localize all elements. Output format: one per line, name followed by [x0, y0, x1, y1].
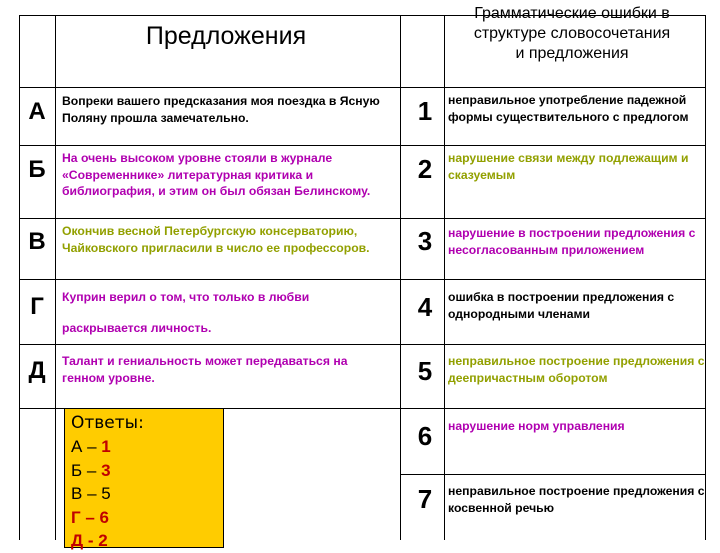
header-errors-line1: Грамматические ошибки в [474, 5, 670, 22]
answer-value-a: 1 [101, 437, 111, 456]
error-text-7: неправильное построение предложения с косвенной речью [448, 484, 705, 515]
error-number-5: 5 [417, 356, 433, 386]
answers-title: Ответы: [71, 413, 144, 433]
answer-row-a [71, 435, 223, 459]
answer-value-b: 3 [101, 460, 111, 480]
answer-value-e: 2 [98, 531, 108, 550]
header-sentences: Предложения [145, 22, 307, 50]
error-number-3: 3 [417, 226, 433, 256]
grid-line-header-bottom [19, 87, 705, 88]
answer-sep-c: – [82, 484, 102, 503]
error-text-5: неправильное построение предложения с деепричастным оборотом [448, 354, 705, 385]
row-letter-c: В [28, 228, 46, 255]
sentence-c: Окончив весной Петербургскую консерваторию, Чайковского пригласили в число ее профессоров. [62, 224, 370, 255]
answer-row-b [71, 459, 223, 483]
error-text-1: неправильное употребление падежной формы существительного с предлогом [448, 93, 689, 124]
answer-sep-b: – [82, 460, 102, 480]
answer-row-c [71, 482, 223, 506]
row-letter-a: А [28, 98, 46, 125]
error-number-6: 6 [417, 421, 433, 451]
error-text-3: нарушение в построении предложения с несогласованным приложением [448, 226, 696, 257]
row-letter-d: Г [30, 293, 44, 320]
grid-line-row-6 [400, 474, 705, 475]
answer-value-d: 6 [99, 507, 110, 527]
row-letter-b: Б [28, 156, 46, 183]
grid-line-number-col [444, 15, 445, 540]
answer-sep-e: - [83, 531, 99, 550]
grid-line-left [19, 15, 20, 540]
answer-row-e [71, 529, 223, 553]
answer-letter-b: Б [71, 460, 83, 480]
answer-sep-a: – [82, 437, 102, 456]
sentence-b: На очень высоком уровне стояли в журнале «Современнике» литературная критика и библиография, и этим он был обязан Белинскому. [62, 151, 371, 198]
sentence-d-part1: Куприн верил о том, что только в любви [62, 290, 310, 304]
error-number-4: 4 [417, 292, 433, 322]
answer-row-d [71, 506, 223, 530]
grid-line-row-d [19, 344, 705, 345]
sentence-e: Талант и гениальность может передаваться на генном уровне. [62, 354, 348, 385]
answer-letter-e: Д [71, 531, 84, 550]
header-errors [440, 4, 704, 64]
sentence-a: Вопреки вашего предсказания моя поездка в Ясную Поляну прошла замечательно. [62, 94, 380, 125]
answer-letter-d: Г [71, 507, 81, 527]
grid-line-row-c [19, 279, 705, 280]
row-letter-e: Д [28, 357, 46, 384]
header-errors-line2: структуре словосочетания [473, 25, 671, 42]
error-number-7: 7 [417, 484, 433, 514]
error-text-2: нарушение связи между подлежащим и сказуемым [448, 151, 689, 182]
grid-line-sentence-col [400, 15, 401, 540]
grid-line-row-b [19, 218, 705, 219]
error-text-6: нарушение норм управления [448, 419, 625, 433]
grid-line-row-a [19, 145, 705, 146]
error-number-1: 1 [417, 96, 433, 126]
answers-box [64, 408, 224, 548]
error-number-2: 2 [417, 154, 433, 184]
answer-letter-c: В [71, 484, 83, 503]
header-errors-line3: и предложения [515, 45, 629, 62]
answer-value-c: 5 [101, 484, 111, 503]
sentence-d-part2: раскрывается личность. [62, 321, 212, 335]
answer-sep-d: – [80, 507, 100, 527]
answer-letter-a: А [71, 437, 83, 456]
grid-line-letter-col [55, 15, 56, 540]
error-text-4: ошибка в построении предложения с однородными членами [448, 290, 675, 321]
